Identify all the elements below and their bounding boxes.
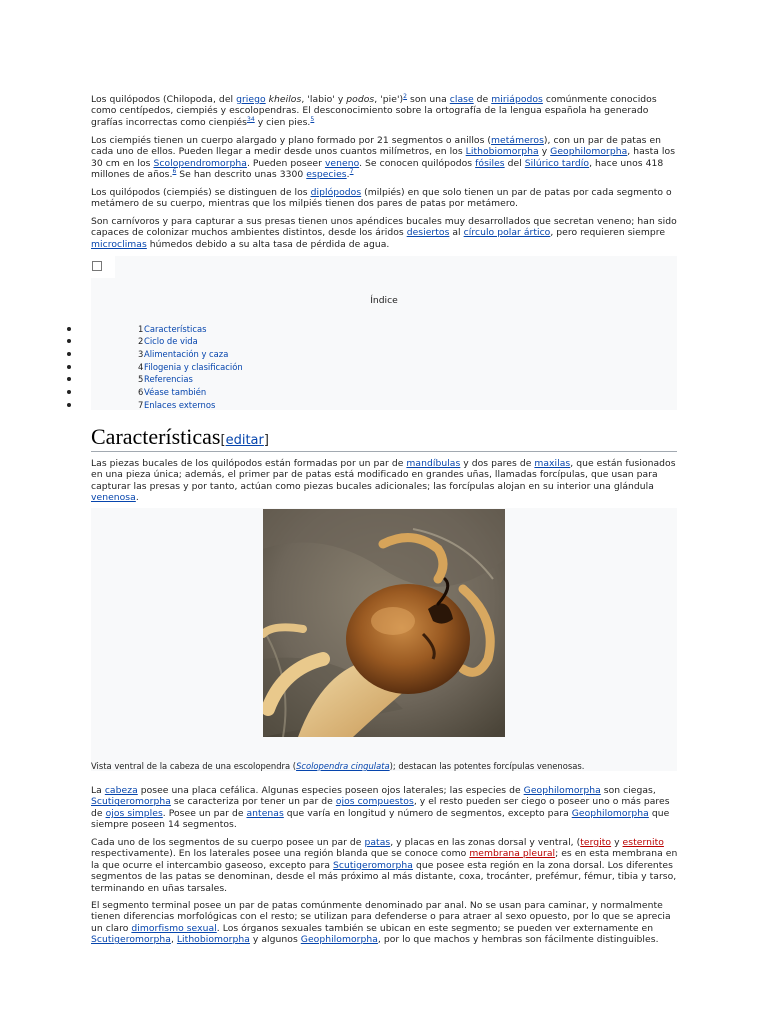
intro-paragraph-1: Los quilópodos (Chilopoda, del griego kheilos, 'labio' y podos, 'pie')$^2$ son una clase de miriápodos comúnmente conocidos como centípedos, ciempiés y escolopendras. El desconocimiento sobre la ortografía de la lengua española ha generado grafías incorrectas como cienpiés$^{34}$ y cien pies.$^5$ — [91, 92, 657, 128]
link-geophilomorpha[interactable]: Geophilomorpha — [550, 146, 628, 158]
toc-item[interactable]: 3 Alimentación y caza — [91, 349, 677, 361]
link-scolopendra-cingulata[interactable]: Scolopendra cingulata — [296, 761, 390, 771]
link-dimorfismo-sexual[interactable]: dimorfismo sexual — [131, 922, 217, 934]
body-paragraph-2: La cabeza posee una placa cefálica. Algunas especies poseen ojos laterales; las especies de Geophilomorpha son ciegas, Scutigeromorpha se caracteriza por tener un par de ojos compuestos, y el resto pueden ser ciego o poseer uno o más pares de ojos simples. Posee un par de antenas que varía en longitud y número de segmentos, excepto para Geophilomorpha que siempre poseen 14 segmentos. — [91, 785, 670, 831]
link-fosiles[interactable]: fósiles — [475, 157, 505, 169]
link-geophilomorpha-2[interactable]: Geophilomorpha — [571, 807, 649, 819]
intro-paragraph-2: Los ciempiés tienen un cuerpo alargado y plano formado por 21 segmentos o anillos (metámeros), con un par de patas en cada uno de ellos. Pueden llegar a medir desde unos cuantos milímetros, en los Lithobiomorpha y Geophilomorpha, hasta los 30 cm en los Scolopendromorpha. Pueden poseer veneno. Se conocen quilópodos fósiles del Silúrico tardío, hace unos 418 millones de años.$^6$ Se han descrito unas 3300 especies.$^7$ — [91, 135, 676, 181]
link-esternito[interactable]: esternito — [622, 837, 664, 848]
link-especies[interactable]: especies — [306, 169, 347, 181]
link-geophilomorpha[interactable]: Geophilomorpha — [523, 785, 601, 796]
ref-34[interactable]: 34 — [246, 115, 255, 123]
toc-link-referencias[interactable]: Referencias — [144, 374, 193, 384]
link-geophilomorpha-3[interactable]: Geophilomorpha — [300, 934, 378, 946]
ref-2[interactable]: 2 — [403, 92, 408, 100]
bullet-icon — [67, 327, 71, 331]
link-griego[interactable]: griego — [236, 94, 266, 105]
link-scolopendromorpha[interactable]: Scolopendromorpha — [153, 157, 247, 169]
bullet-icon — [67, 352, 71, 356]
section-heading: Características[editar] — [91, 423, 677, 452]
centipede-head-photo[interactable] — [263, 509, 505, 737]
bullet-icon — [67, 377, 71, 381]
link-tergito[interactable]: tergito — [580, 837, 612, 848]
toc-link-caracteristicas[interactable]: Características — [144, 324, 207, 334]
link-veneno[interactable]: veneno — [324, 157, 360, 169]
intro-paragraph-3: Los quilópodos (ciempiés) se distinguen de los diplópodos (milpiés) en que solo tienen un par de patas por cada segmento o metámero de su cuerpo, mientras que los milpiés tienen dos pares de patas por metámero. — [91, 187, 672, 210]
link-lithobiomorpha-2[interactable]: Lithobiomorpha — [176, 934, 250, 946]
edit-section-link[interactable]: [editar] — [220, 433, 269, 448]
figure-caption: Vista ventral de la cabeza de una escolopendra (Scolopendra cingulata); destacan las potentes forcípulas venenosas. — [91, 761, 585, 771]
link-patas[interactable]: patas — [364, 837, 391, 848]
link-microclimas[interactable]: microclimas — [91, 238, 147, 250]
link-metameros[interactable]: metámeros — [491, 135, 544, 146]
link-antenas[interactable]: antenas — [246, 807, 284, 819]
bullet-icon — [67, 339, 71, 343]
toc-link-enlaces[interactable]: Enlaces externos — [144, 400, 216, 410]
bullet-icon — [67, 390, 71, 394]
link-ojos-simples[interactable]: ojos simples — [105, 807, 163, 819]
toc-item[interactable]: 7 Enlaces externos — [91, 400, 677, 412]
link-membrana-pleural[interactable]: membrana pleural — [469, 848, 556, 860]
body-paragraph-3: Cada uno de los segmentos de su cuerpo posee un par de patas, y placas en las zonas dorsal y ventral, (tergito y esternito respectivamente). En los laterales posee una región blanda que se conoce como membrana pleural; es en esta membrana en la que ocurre el intercambio gaseoso, excepto para Scutigeromorpha que posee esta región en la zona dorsal. Los diferentes segmentos de las patas se denominan, desde el más próximo al más distante, coxa, trocánter, prefémur, fémur, tibia y tarso, terminando en uñas tarsales. — [91, 837, 678, 894]
toc-item[interactable]: 5 Referencias — [91, 374, 677, 386]
ref-6[interactable]: 6 — [172, 168, 177, 176]
link-miriapodos[interactable]: miriápodos — [491, 94, 543, 105]
link-diplopodos[interactable]: diplópodos — [310, 187, 362, 198]
figure-scolopendra — [91, 508, 677, 771]
toc-item[interactable]: 6 Véase también — [91, 387, 677, 399]
body-paragraph-1: Las piezas bucales de los quilópodos están formadas por un par de mandíbulas y dos pares de maxilas, que están fusionados en una pieza única; además, el primer par de patas está modificado en grandes uñas, llamadas forcípulas, que usan para capturar las presas y por tanto, actúan como piezas bucales adicionales; las forcípulas alojan en su interior una glándula venenosa. — [91, 458, 676, 504]
intro-paragraph-4: Son carnívoros y para capturar a sus presas tienen unos apéndices bucales muy desarrollados que secretan veneno; han sido capaces de colonizar muchos ambientes distintos, desde los áridos desiertos al círculo polar ártico, pero requieren siempre microclimas húmedos debido a su alta tasa de pérdida de agua. — [91, 216, 677, 250]
link-scutigeromorpha[interactable]: Scutigeromorpha — [91, 796, 171, 808]
body-paragraph-4: El segmento terminal posee un par de patas comúnmente denominado par anal. No se usan para caminar, y normalmente tienen diferencias morfológicas con el resto; se utilizan para defenderse o para atraer al sexo opuesto, por lo que se aprecia un claro dimorfismo sexual. Los órganos sexuales también se ubican en este segmento; se pueden ver externamente en Scutigeromorpha, Lithobiomorpha y algunos Geophilomorpha, por lo que machos y hembras son fácilmente distinguibles. — [91, 900, 671, 946]
link-clase[interactable]: clase — [449, 94, 474, 105]
link-scutigeromorpha-2[interactable]: Scutigeromorpha — [333, 859, 413, 871]
toc-item[interactable]: 1 Características — [91, 324, 677, 336]
link-maxilas[interactable]: maxilas — [534, 458, 571, 469]
table-of-contents — [91, 256, 677, 410]
toc-link-ciclo[interactable]: Ciclo de vida — [144, 336, 198, 346]
toc-toggle-checkbox[interactable] — [92, 261, 102, 271]
toc-item[interactable]: 4 Filogenia y clasificación — [91, 362, 677, 374]
link-circulo-polar[interactable]: círculo polar ártico — [463, 227, 551, 239]
link-scutigeromorpha-3[interactable]: Scutigeromorpha — [91, 934, 171, 946]
ref-5[interactable]: 5 — [310, 115, 315, 123]
link-cabeza[interactable]: cabeza — [104, 785, 138, 796]
ref-7[interactable]: 7 — [349, 168, 354, 176]
bullet-icon — [67, 403, 71, 407]
toc-link-alimentacion[interactable]: Alimentación y caza — [144, 349, 229, 359]
toc-link-vease[interactable]: Véase también — [144, 387, 207, 397]
link-ojos-compuestos[interactable]: ojos compuestos — [335, 796, 414, 808]
bullet-icon — [67, 365, 71, 369]
toc-title: Índice — [370, 295, 398, 306]
toc-item[interactable]: 2 Ciclo de vida — [91, 336, 677, 348]
link-desiertos[interactable]: desiertos — [406, 227, 450, 239]
link-venenosa[interactable]: venenosa — [91, 492, 136, 504]
link-lithobiomorpha[interactable]: Lithobiomorpha — [465, 146, 539, 158]
link-silurico[interactable]: Silúrico tardío — [524, 157, 590, 169]
toc-link-filogenia[interactable]: Filogenia y clasificación — [144, 362, 243, 372]
link-mandibulas[interactable]: mandíbulas — [406, 458, 461, 469]
